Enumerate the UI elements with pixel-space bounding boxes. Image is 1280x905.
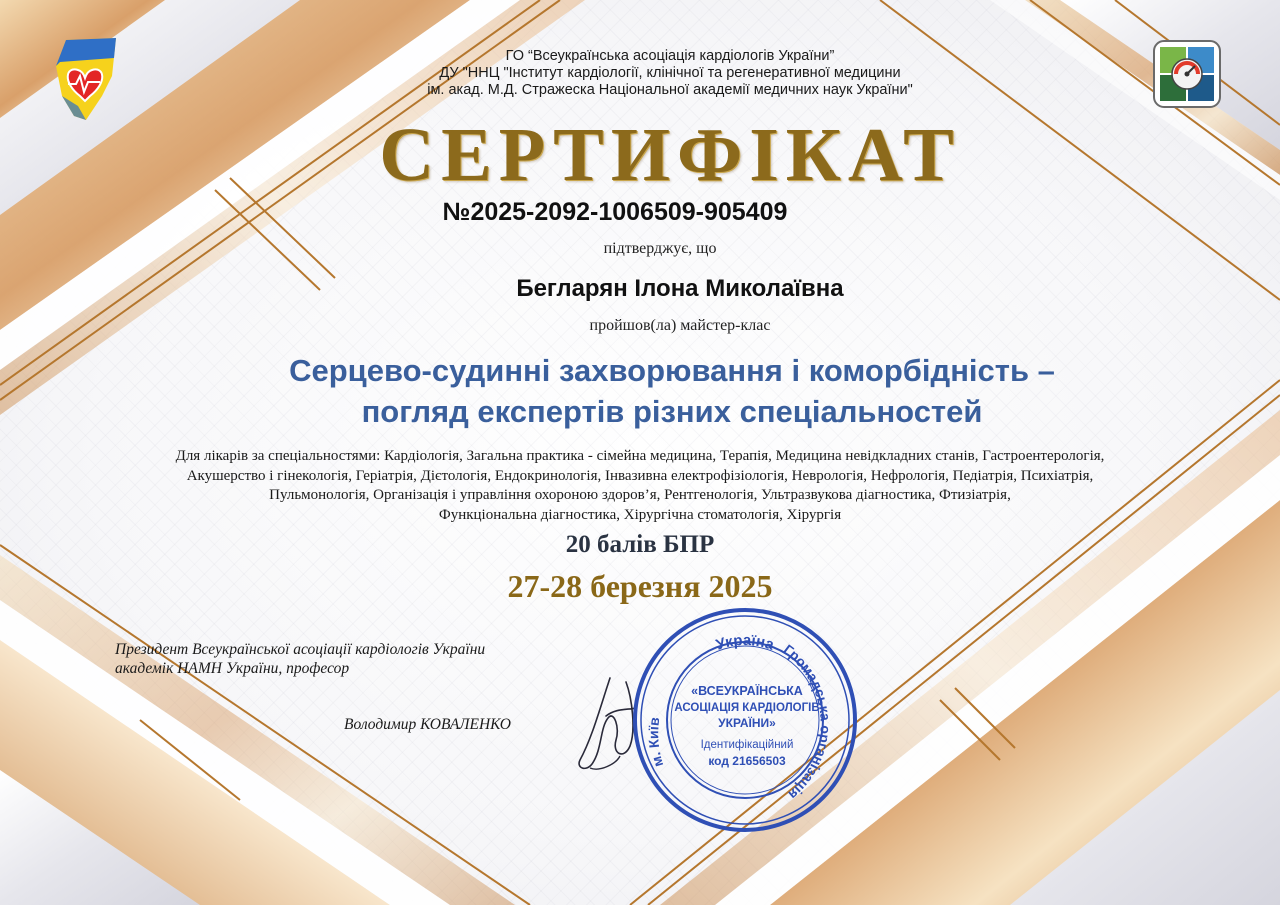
course-title-line-1: Серцево-судинні захворювання і коморбідність – [289, 353, 1055, 388]
stamp-outer-right: Громадська організація [780, 641, 834, 804]
specialties-line-4: Функціональна діагностика, Хірургічна стоматологія, Хірургія [438, 506, 842, 523]
president-title [115, 640, 485, 678]
stamp-outer-top: Україна [713, 631, 777, 654]
course-title [32, 350, 1280, 432]
specialties-list [20, 447, 1260, 525]
svg-text:м. Київ [645, 716, 666, 769]
stamp-seal-icon [630, 605, 860, 835]
specialties-line-2: Акушерство і гінекологія, Геріатрія, Дієтологія, Ендокринологія, Інвазивна електрофізіологія, Неврологія, Нефрологія, Педіатрія, Психіатрія, [186, 467, 1094, 484]
stamp-inner-line-2: АСОЦІАЦІЯ КАРДІОЛОГІВ [674, 702, 820, 714]
president-line-2: академік НАМН України, професор [115, 660, 350, 677]
stamp-inner-line-4: Ідентифікаційний [700, 739, 794, 751]
stamp-inner-line-5: код 21656503 [708, 754, 786, 768]
cpd-points: 20 балів БПР [565, 531, 715, 558]
organization-header [50, 48, 1280, 99]
president-line-1: Президент Всеукраїнської асоціації кардіологів України [115, 641, 486, 658]
organization-line-3: ім. акад. М.Д. Стражеска Національної академії медичних наук України" [427, 82, 913, 98]
recipient-name: Бегларян Ілона Миколаївна [516, 275, 844, 302]
organization-line-2: ДУ "ННЦ "Інститут кардіології, клінічної та регенеративної медицини [439, 65, 901, 81]
stamp-inner-line-3: УКРАЇНИ» [718, 716, 776, 730]
stamp-inner-line-1: «ВСЕУКРАЇНСЬКА [691, 684, 803, 698]
course-title-line-2: погляд експертів різних спеціальностей [361, 394, 983, 429]
specialties-line-3: Пульмонологія, Організація і управління охороною здоров’я, Рентгенологія, Ультразвукова діагностика, Фтизіатрія, [269, 487, 1011, 503]
stamp-outer-left: м. Київ [645, 716, 667, 769]
specialties-line-1: Для лікарів за спеціальностями: Кардіологія, Загальна практика - сімейна медицина, Терапія, Медицина невідкладних станів, Гастроентерологія, [175, 448, 1105, 464]
organization-line-1: ГО “Всеукраїнська асоціація кардіологів України” [505, 48, 835, 64]
svg-text:Україна [714, 632, 777, 654]
event-date: 27-28 березня 2025 [507, 568, 773, 604]
certificate-title: СЕРТИФІКАТ [379, 113, 961, 197]
certificate-number: №2025-2092-1006509-905409 [442, 198, 788, 226]
signer-name: Володимир КОВАЛЕНКО [344, 716, 511, 733]
confirms-text: підтверджує, що [603, 240, 717, 257]
completed-text: пройшов(ла) майстер-клас [589, 317, 771, 334]
svg-text:Громадська організація [781, 641, 834, 803]
